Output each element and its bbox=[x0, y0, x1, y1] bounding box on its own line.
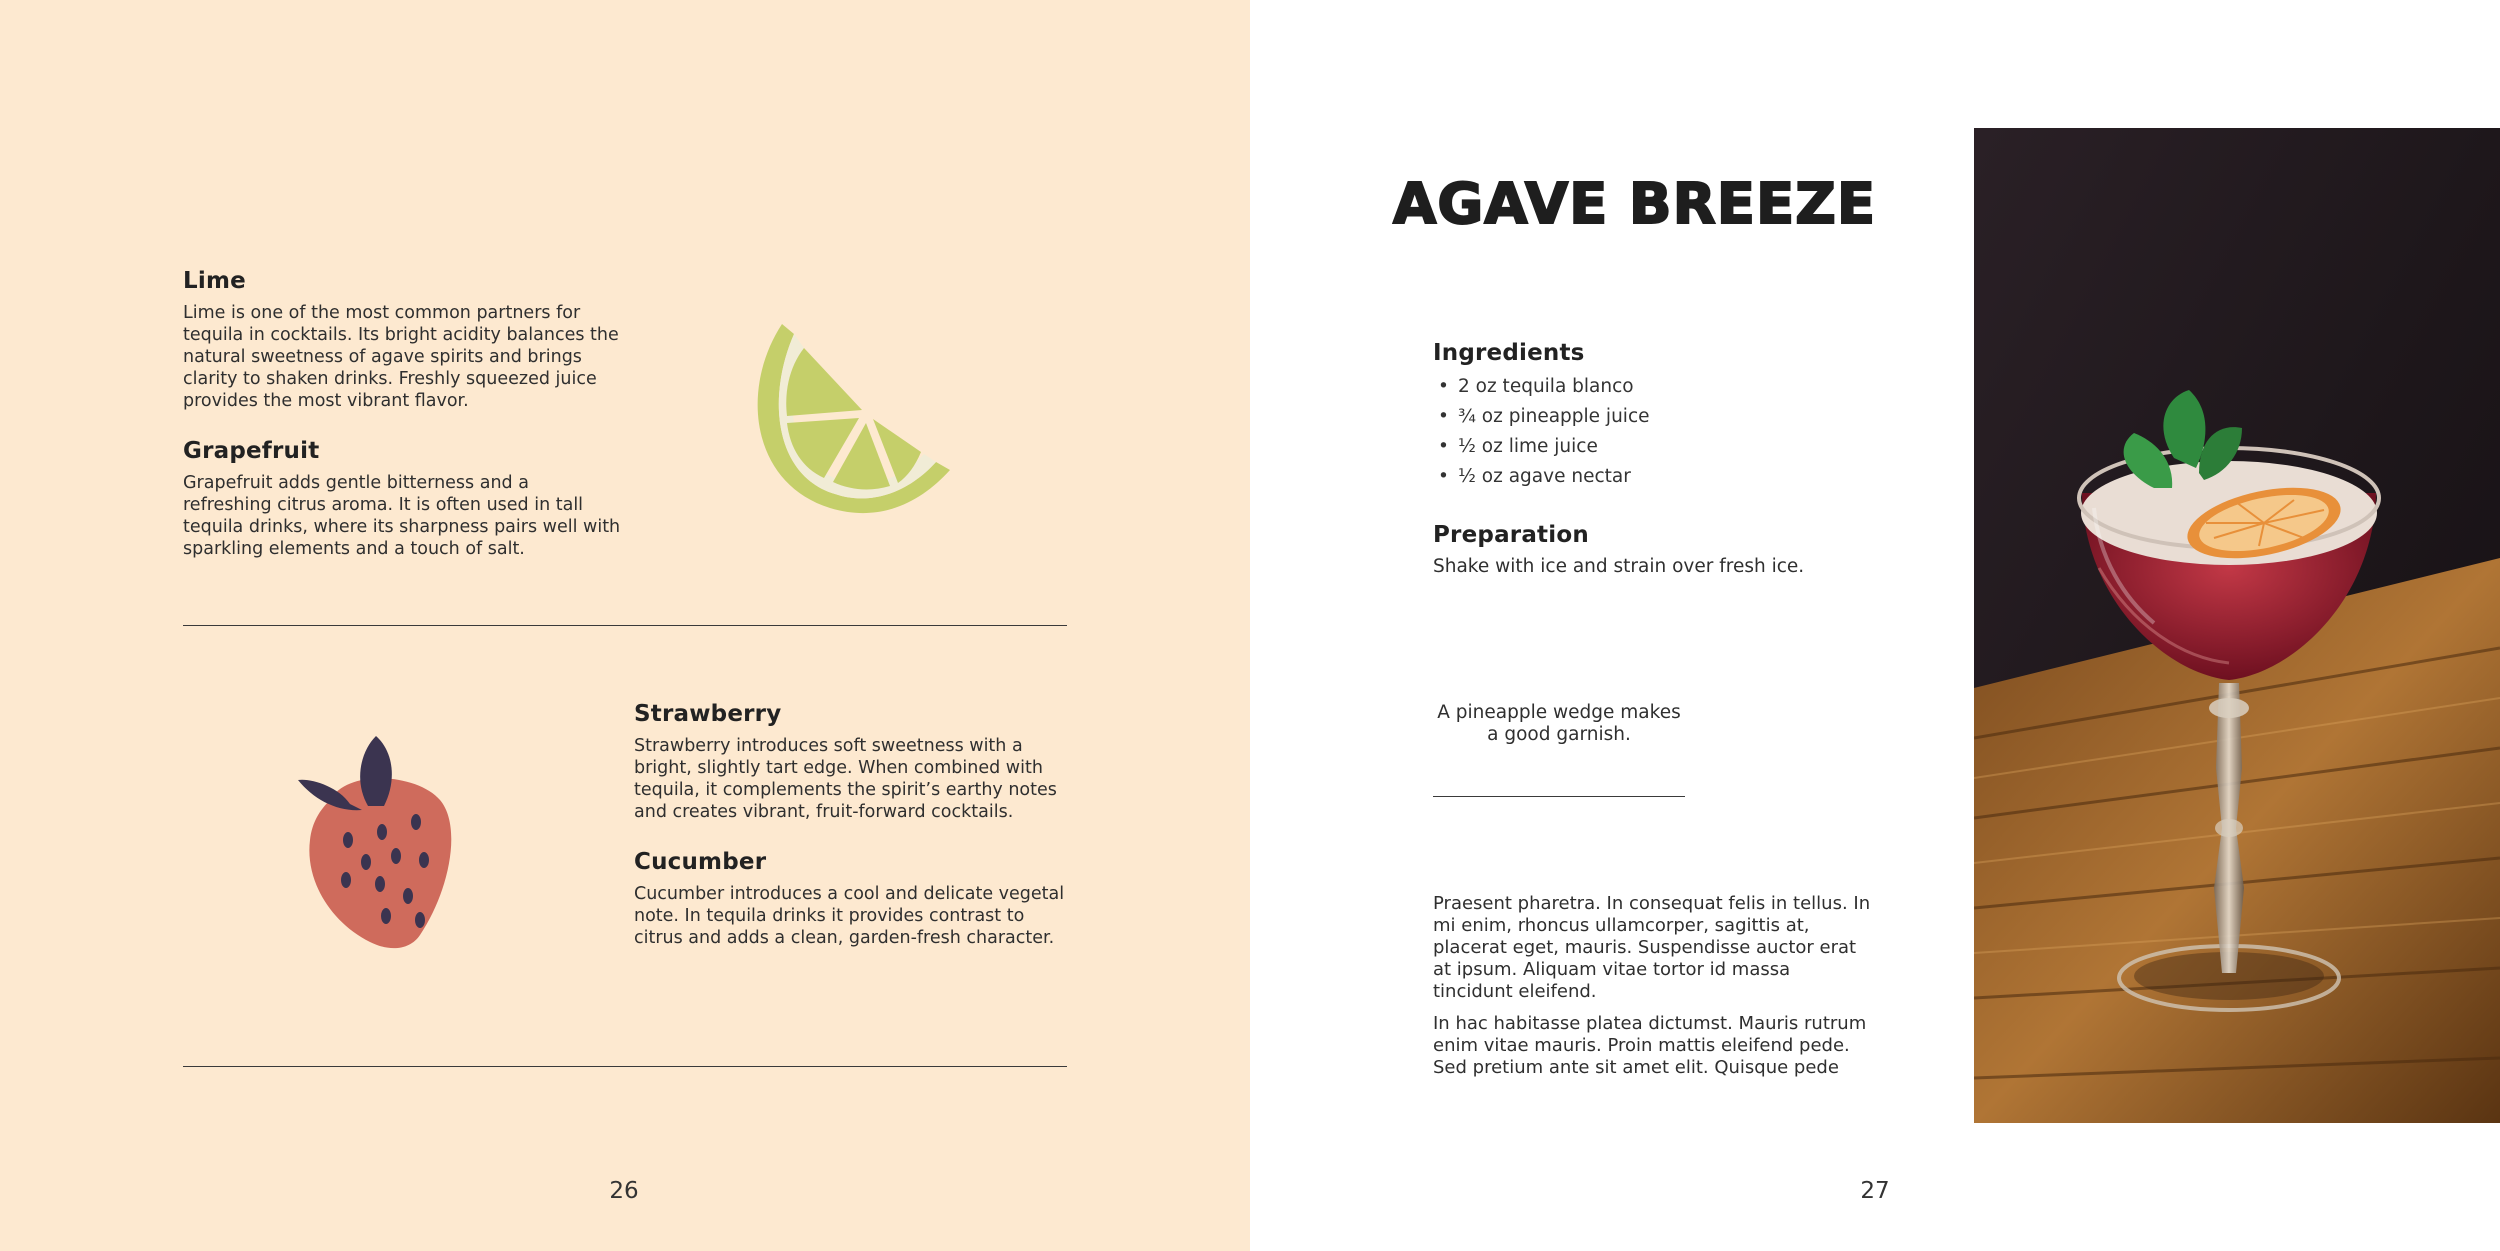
body-paragraphs bbox=[1433, 893, 1873, 1079]
preparation-section bbox=[1433, 522, 1893, 578]
preparation-text: Shake with ice and strain over fresh ice. bbox=[1433, 556, 1805, 577]
ingredients-list bbox=[1433, 372, 1833, 492]
cucumber-text: Cucumber introduces a cool and delicate vegetal note. In tequila drinks it provides contrast to citrus and adds a clean, garden-fresh character. bbox=[634, 884, 1065, 948]
divider-bottom bbox=[183, 1066, 1067, 1067]
bullet-icon: • bbox=[1438, 466, 1449, 487]
garnish-note-line1: A pineapple wedge makes bbox=[1437, 702, 1681, 723]
page-number-right: 27 bbox=[1860, 1178, 1890, 1204]
divider-top bbox=[183, 625, 1067, 626]
note-divider bbox=[1433, 796, 1685, 797]
ingredient-item: • 2 oz tequila blanco bbox=[1433, 372, 1833, 402]
paragraph-2: In hac habitasse platea dictumst. Mauris rutrum enim vitae mauris. Proin mattis eleifend pede. Sed pretium ante sit amet elit. Quisque pede bbox=[1433, 1013, 1867, 1078]
recipe-title: AGAVE BREEZE bbox=[1393, 172, 1877, 237]
strawberry-section bbox=[634, 701, 1074, 823]
bullet-icon: • bbox=[1438, 406, 1449, 427]
cucumber-heading: Cucumber bbox=[634, 849, 767, 875]
strawberry-text: Strawberry introduces soft sweetness with a bright, slightly tart edge. When combined with tequila, it complements the spirit’s earthy notes and creates vibrant, fruit-forward cocktails. bbox=[634, 736, 1057, 822]
strawberry-heading: Strawberry bbox=[634, 701, 782, 727]
grapefruit-heading: Grapefruit bbox=[183, 438, 320, 464]
paragraph-1: Praesent pharetra. In consequat felis in tellus. In mi enim, rhoncus ullamcorper, sagittis at, placerat eget, mauris. Suspendisse auctor erat at ipsum. Aliquam vitae tortor id massa tincidunt eleifend. bbox=[1433, 893, 1871, 1002]
ingredient-item: • ½ oz lime juice bbox=[1433, 432, 1833, 462]
lime-slice-icon bbox=[740, 318, 970, 518]
ingredients-heading: Ingredients bbox=[1433, 340, 1585, 366]
page-number-left: 26 bbox=[609, 1178, 639, 1204]
lime-heading: Lime bbox=[183, 268, 246, 294]
ingredients-section bbox=[1433, 340, 1833, 492]
bullet-icon: • bbox=[1438, 376, 1449, 397]
lime-section bbox=[183, 268, 623, 412]
ingredient-item: • ½ oz agave nectar bbox=[1433, 462, 1833, 492]
grapefruit-text: Grapefruit adds gentle bitterness and a refreshing citrus aroma. It is often used in tall tequila drinks, where its sharpness pairs well with sparkling elements and a touch of salt. bbox=[183, 473, 621, 559]
bullet-icon: • bbox=[1438, 436, 1449, 457]
grapefruit-section bbox=[183, 438, 623, 560]
ingredient-item: • ¾ oz pineapple juice bbox=[1433, 402, 1833, 432]
garnish-note bbox=[1433, 702, 1685, 746]
cocktail-photo bbox=[1974, 128, 2500, 1123]
preparation-heading: Preparation bbox=[1433, 522, 1589, 548]
strawberry-icon bbox=[290, 730, 480, 955]
lime-text: Lime is one of the most common partners for tequila in cocktails. Its bright acidity balances the natural sweetness of agave spirits and brings clarity to shaken drinks. Freshly squeezed juice provides the most vibrant flavor. bbox=[183, 303, 619, 411]
garnish-note-line2: a good garnish. bbox=[1487, 724, 1631, 745]
cucumber-section bbox=[634, 849, 1074, 949]
